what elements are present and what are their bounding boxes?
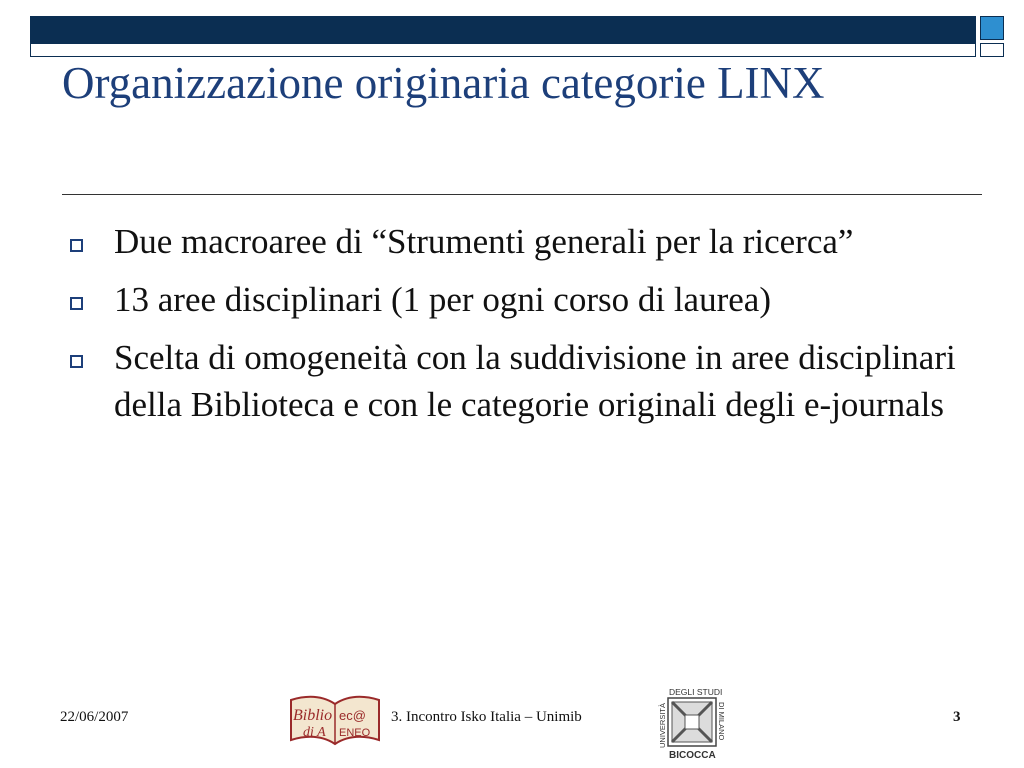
- slide-title: Organizzazione originaria categorie LINX: [62, 58, 825, 108]
- top-decorative-bar: [30, 16, 976, 43]
- bullet-text: 13 aree disciplinari (1 per ogni corso di laurea): [114, 280, 771, 319]
- bullet-item: [62, 276, 962, 323]
- top-accent-square: [980, 16, 1004, 40]
- bullet-text: Due macroaree di “Strumenti generali per la ricerca”: [114, 222, 854, 261]
- logo-text: UNIVERSITÀ: [658, 702, 667, 748]
- page-number: 3: [953, 709, 961, 725]
- footer-center-text: 3. Incontro Isko Italia – Unimib: [391, 709, 582, 725]
- logo-text: DI MILANO: [717, 702, 726, 741]
- footer-date: 22/06/2007: [60, 709, 129, 725]
- logo-text: BICOCCA: [669, 750, 716, 761]
- title-divider: [62, 194, 982, 195]
- logo-text: Biblio: [293, 707, 333, 724]
- logo-text: DEGLI STUDI: [669, 687, 723, 697]
- logo-text: ec@: [339, 708, 366, 723]
- top-decorative-bar-thin: [30, 43, 976, 57]
- top-accent-square-outline: [980, 43, 1004, 57]
- bullet-list: [62, 218, 962, 439]
- logo-text: di A: [303, 725, 326, 740]
- square-bullet-icon: [70, 355, 83, 368]
- bullet-text: Scelta di omogeneità con la suddivisione in aree disciplinari della Biblioteca e con le categorie originali degli e-journals: [114, 338, 956, 424]
- logo-text: ENEO: [339, 727, 371, 739]
- biblioteca-ateneo-logo: [287, 690, 383, 746]
- bicocca-university-logo: [656, 686, 730, 762]
- bullet-item: [62, 334, 962, 428]
- bullet-item: [62, 218, 962, 265]
- square-bullet-icon: [70, 239, 83, 252]
- square-bullet-icon: [70, 297, 83, 310]
